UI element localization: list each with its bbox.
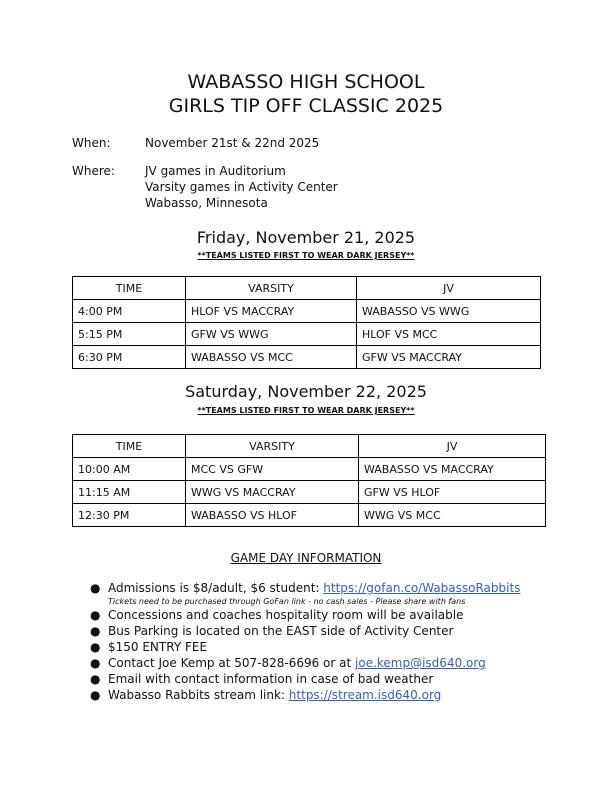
title-line-2: GIRLS TIP OFF CLASSIC 2025: [168, 95, 444, 117]
stream-link[interactable]: https://stream.isd640.org: [288, 688, 442, 702]
saturday-schedule-table: [72, 434, 546, 527]
header-varsity: VARSITY: [186, 277, 357, 300]
cell-time: 12:30 PM: [73, 504, 186, 527]
cell-jv: WWG VS MCC: [359, 504, 546, 527]
cell-time: 4:00 PM: [73, 300, 186, 323]
list-item: ● $150 ENTRY FEE: [90, 640, 208, 654]
cell-varsity: WABASSO VS MCC: [186, 346, 357, 369]
game-day-heading: GAME DAY INFORMATION: [230, 551, 382, 565]
email-link[interactable]: joe.kemp@isd640.org: [355, 656, 486, 670]
weather-text: Email with contact information in case of bad weather: [108, 672, 434, 686]
admission-text: Admissions is $8/adult, $6 student:: [108, 581, 324, 595]
friday-jersey-note: **TEAMS LISTED FIRST TO WEAR DARK JERSEY**: [197, 251, 415, 260]
cell-varsity: MCC VS GFW: [186, 458, 359, 481]
header-jv: JV: [357, 277, 541, 300]
list-item: ● Admissions is $8/adult, $6 student: https://gofan.co/WabassoRabbits: [90, 581, 521, 595]
when-label: When:: [72, 136, 111, 150]
header-jv: JV: [359, 435, 546, 458]
table-row: [73, 323, 541, 346]
table-header-row: [73, 277, 541, 300]
table-row: [73, 504, 546, 527]
cell-time: 5:15 PM: [73, 323, 186, 346]
friday-heading: Friday, November 21, 2025: [196, 228, 416, 247]
parking-text: Bus Parking is located on the EAST side of Activity Center: [108, 624, 454, 638]
tickets-note: Tickets need to be purchased through GoFan link - no cash sales - Please share with fans: [108, 597, 466, 606]
table-header-row: [73, 435, 546, 458]
title-line-1: WABASSO HIGH SCHOOL: [187, 71, 425, 93]
cell-varsity: WABASSO VS HLOF: [186, 504, 359, 527]
list-item: ● Contact Joe Kemp at 507-828-6696 or at joe.kemp@isd640.org: [90, 656, 486, 670]
list-item: ● Email with contact information in case of bad weather: [90, 672, 434, 686]
table-row: [73, 481, 546, 504]
header-time: TIME: [73, 435, 186, 458]
saturday-jersey-note: **TEAMS LISTED FIRST TO WEAR DARK JERSEY**: [197, 406, 415, 415]
table-row: [73, 300, 541, 323]
where-line: JV games in Auditorium: [145, 164, 286, 178]
contact-text: Contact Joe Kemp at 507-828-6696 or at: [108, 656, 356, 670]
cell-varsity: HLOF VS MACCRAY: [186, 300, 357, 323]
cell-varsity: GFW VS WWG: [186, 323, 357, 346]
header-varsity: VARSITY: [186, 435, 359, 458]
cell-jv: WABASSO VS WWG: [357, 300, 541, 323]
cell-time: 11:15 AM: [73, 481, 186, 504]
list-item: ● Concessions and coaches hospitality room will be available: [90, 608, 464, 622]
cell-jv: GFW VS HLOF: [359, 481, 546, 504]
list-item: ● Wabasso Rabbits stream link: https://stream.isd640.org: [90, 688, 442, 702]
friday-schedule-table: [72, 276, 541, 369]
cell-time: 6:30 PM: [73, 346, 186, 369]
gofan-link[interactable]: https://gofan.co/WabassoRabbits: [323, 581, 521, 595]
cell-time: 10:00 AM: [73, 458, 186, 481]
when-value: November 21st & 22nd 2025: [145, 136, 320, 150]
saturday-heading: Saturday, November 22, 2025: [185, 382, 427, 401]
where-line: Wabasso, Minnesota: [145, 196, 268, 210]
table-row: [73, 458, 546, 481]
cell-jv: WABASSO VS MACCRAY: [359, 458, 546, 481]
stream-text: Wabasso Rabbits stream link:: [108, 688, 289, 702]
cell-jv: HLOF VS MCC: [357, 323, 541, 346]
concessions-text: Concessions and coaches hospitality room will be available: [108, 608, 464, 622]
cell-jv: GFW VS MACCRAY: [357, 346, 541, 369]
where-line: Varsity games in Activity Center: [145, 180, 338, 194]
fee-text: $150 ENTRY FEE: [108, 640, 208, 654]
header-time: TIME: [73, 277, 186, 300]
cell-varsity: WWG VS MACCRAY: [186, 481, 359, 504]
where-label: Where:: [72, 164, 115, 178]
table-row: [73, 346, 541, 369]
info-list: [88, 580, 520, 703]
list-item: ● Bus Parking is located on the EAST side of Activity Center: [90, 624, 454, 638]
